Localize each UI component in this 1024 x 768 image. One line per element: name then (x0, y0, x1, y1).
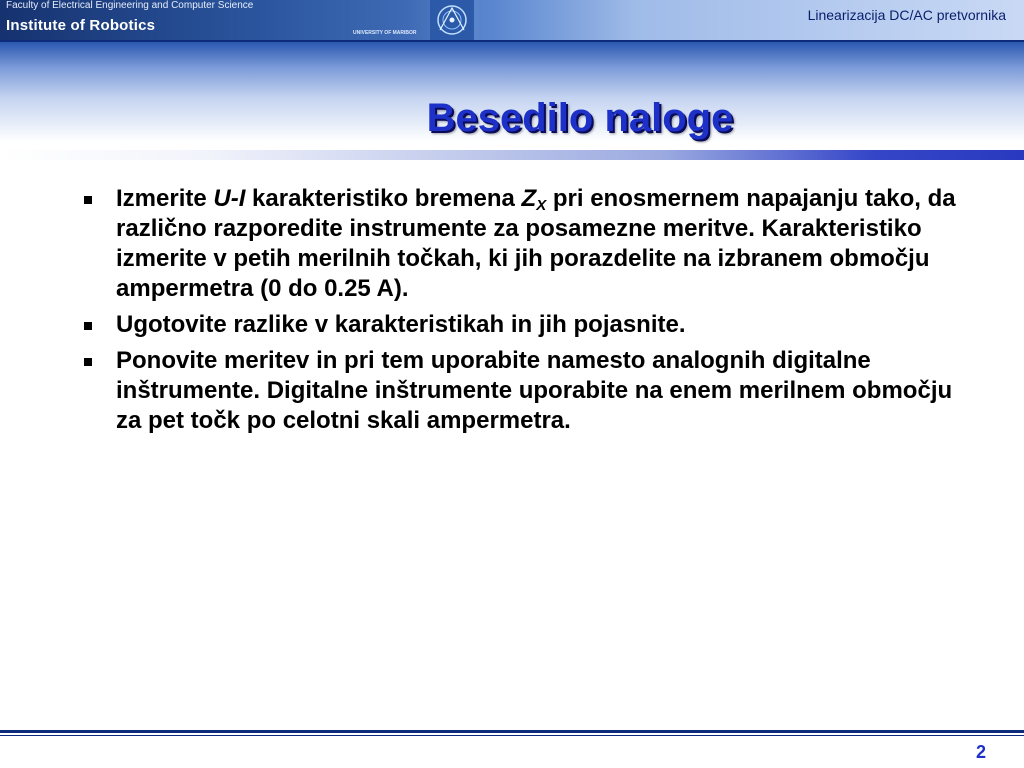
university-emblem-icon (430, 0, 474, 40)
bullet-text-part: karakteristiko bremena (245, 185, 522, 212)
square-bullet-icon (84, 358, 92, 366)
bullet-text-part: pri enosmernem napajanju tako, da različno razporedite instrumente za posamezne meritve. Karakteristiko izmerite v petih merilnih točkah, ki jih porazdelite na izbranem območju ampermetra (0 do 0.25 A). (116, 185, 956, 302)
bullet-variable-subscript: X (536, 197, 547, 214)
institute-name: Institute of Robotics (6, 17, 156, 34)
bullet-item-2 (80, 310, 980, 340)
bullet-item-3 (80, 346, 980, 436)
footer-divider-thin (0, 735, 1024, 736)
page-number: 2 (975, 742, 986, 762)
footer-divider (0, 730, 1024, 733)
faculty-name: Faculty of Electrical Engineering and Computer Science (6, 0, 254, 11)
square-bullet-icon (84, 196, 92, 204)
institute-logo-banner (0, 0, 478, 40)
bullet-italic-term: U-I (213, 185, 246, 212)
bullet-text-part: Izmerite (116, 185, 214, 212)
header-band (0, 0, 1024, 40)
bullet-list (80, 184, 980, 442)
bullet-item-1 (80, 184, 980, 304)
bullet-variable: Z (521, 185, 537, 212)
course-title: Linearizacija DC/AC pretvornika (807, 7, 1006, 23)
slide-title: Besedilo naloge (426, 96, 734, 140)
title-divider (0, 150, 1024, 160)
square-bullet-icon (84, 322, 92, 330)
bullet-text: Ponovite meritev in pri tem uporabite namesto analognih digitalne inštrumente. Digitalne inštrumente uporabite na enem merilnem območju za pet točk po celotni skali ampermetra. (116, 347, 953, 434)
bullet-text: Ugotovite razlike v karakteristikah in jih pojasnite. (116, 311, 686, 338)
university-name: UNIVERSITY OF MARIBOR (353, 30, 417, 36)
